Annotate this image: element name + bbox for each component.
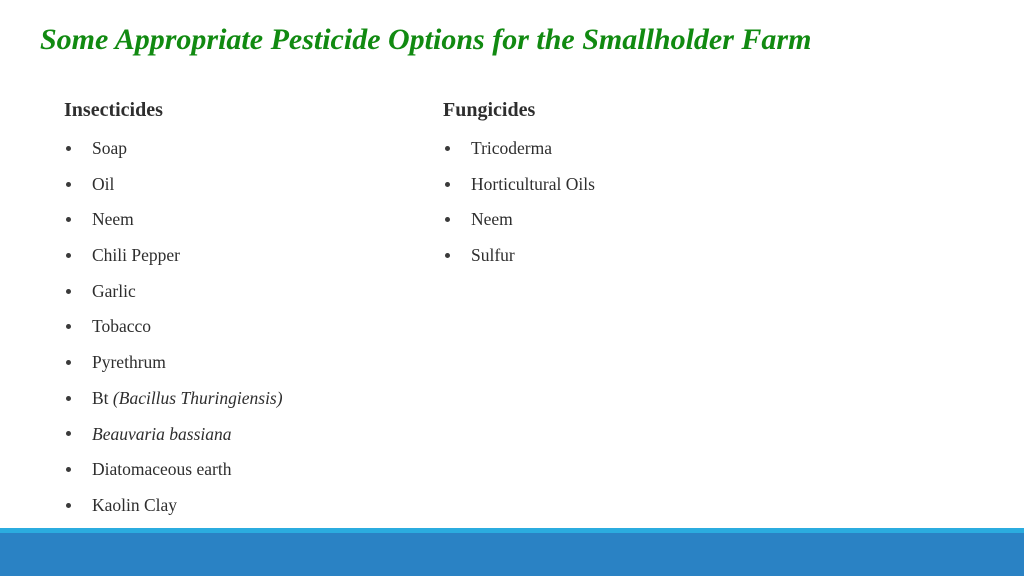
list-item [443, 208, 803, 244]
bullet-icon [66, 217, 71, 222]
list-item-text: Garlic [92, 280, 136, 301]
list-item [443, 173, 803, 209]
list-item-text: Pyrethrum [92, 352, 166, 373]
list-item-text: Neem [471, 209, 513, 230]
list-item [64, 173, 424, 209]
bullet-icon [66, 182, 71, 187]
fungicides-bullet-list [443, 137, 803, 280]
list-item-text: Oil [92, 173, 115, 194]
bullet-icon [66, 289, 71, 294]
bullet-icon [66, 503, 71, 508]
list-item-text: Tobacco [92, 316, 152, 337]
bullet-icon [66, 324, 71, 329]
footer-bar [0, 533, 1024, 576]
bullet-icon [66, 431, 71, 436]
list-item [443, 244, 803, 280]
list-item [64, 315, 424, 351]
list-item [64, 208, 424, 244]
column-insecticides [64, 97, 424, 530]
list-item-text: Bt [92, 387, 113, 408]
column-fungicides [443, 97, 803, 280]
list-item-text-italic: (Bacillus Thuringiensis) [112, 387, 283, 408]
list-item [64, 494, 424, 530]
list-item [64, 423, 424, 459]
insecticides-bullet-list [64, 137, 424, 530]
bullet-icon [445, 217, 450, 222]
list-item [64, 351, 424, 387]
bullet-icon [66, 396, 71, 401]
list-item-text: Diatomaceous earth [92, 459, 232, 480]
slide-title: Some Appropriate Pesticide Options for the Smallholder Farm [40, 23, 812, 56]
list-item-text: Tricoderma [471, 138, 553, 158]
bullet-icon [445, 182, 450, 187]
bullet-icon [66, 253, 71, 258]
list-item-text: Kaolin Clay [92, 494, 178, 515]
bullet-icon [445, 146, 450, 151]
list-item-text: Horticultural Oils [471, 173, 595, 194]
column-header-insecticides: Insecticides [64, 99, 163, 121]
list-item [64, 137, 424, 173]
bullet-icon [66, 146, 71, 151]
bullet-icon [445, 253, 450, 258]
column-header-fungicides: Fungicides [443, 99, 536, 121]
list-item-text: Chili Pepper [92, 245, 180, 266]
list-item [443, 137, 803, 173]
list-item [64, 387, 424, 423]
list-item-text: Neem [92, 209, 134, 230]
list-item-text-italic: Beauvaria bassiana [92, 423, 232, 444]
list-item-text: Soap [92, 138, 127, 158]
list-item-text: Sulfur [471, 245, 515, 266]
list-item [64, 244, 424, 280]
bullet-icon [66, 360, 71, 365]
bullet-icon [66, 467, 71, 472]
list-item [64, 280, 424, 316]
list-item [64, 458, 424, 494]
